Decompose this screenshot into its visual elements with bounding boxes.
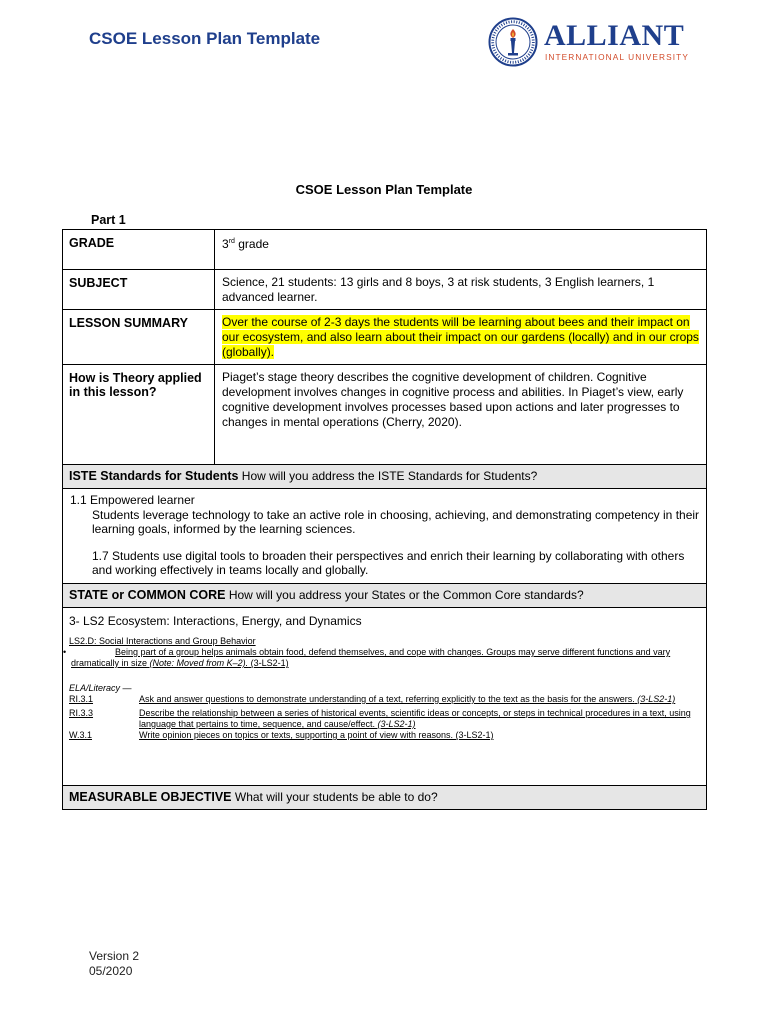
state-body (63, 607, 707, 785)
standard-text: Describe the relationship between a series of historical events, scientific ideas or concepts, or steps in technical procedures in a text, using language that pertains to time, sequence, and cause/effect. (139, 708, 691, 729)
grade-value (215, 230, 707, 270)
ls2-note: (Note: Moved from K–2). (149, 658, 249, 668)
logo-wordmark: ALLIANT (544, 19, 685, 52)
standard-code: RI.3.3 (69, 708, 94, 718)
header-title: CSOE Lesson Plan Template (89, 29, 321, 48)
standard-row (69, 694, 700, 705)
theory-label: How is Theory applied in this lesson? (63, 365, 215, 465)
footer-date: 05/2020 (89, 963, 133, 978)
standard-text: Ask and answer questions to demonstrate understanding of a text, referring explicitly to the text as the basis for the answers. (139, 694, 635, 704)
standard-text: Write opinion pieces on topics or texts, supporting a point of view with reasons. (139, 730, 453, 740)
grade-row (63, 230, 707, 270)
iste-item-text: Students leverage technology to take an active role in choosing, achieving, and demonstrating competency in their learning goals, informed by the learning sciences. (92, 507, 700, 536)
standard-ref: (3-LS2-1) (375, 719, 416, 729)
state-heading-bold: STATE or COMMON CORE (69, 587, 226, 602)
summary-label: LESSON SUMMARY (63, 310, 215, 365)
objective-heading-rest: What will your students be able to do? (231, 789, 438, 804)
theory-row (63, 365, 707, 465)
summary-value (215, 310, 707, 365)
ls2-bullet-item (63, 647, 700, 669)
state-heading-rest: How will you address your States or the Common Core standards? (225, 587, 584, 602)
alliant-logo (488, 17, 693, 73)
grade-rest: grade (234, 237, 269, 251)
summary-row (63, 310, 707, 365)
iste-item-title: 1.1 Empowered learner (70, 493, 195, 507)
footer-version: Version 2 (89, 949, 140, 963)
summary-highlight: Over the course of 2-3 days the students will be learning about bees and their impact on our ecosystem, and also learn about their impact on our gardens (locally) and in our crops (globally). (222, 315, 699, 359)
bullet-icon: • (63, 647, 67, 657)
subject-value: Science, 21 students: 13 girls and 8 boys, 3 at risk students, 3 English learners, 1 advanced learner. (215, 270, 707, 310)
objective-header-row (63, 785, 707, 809)
iste-header (63, 465, 707, 489)
state-body-row (63, 607, 707, 785)
subject-label: SUBJECT (63, 270, 215, 310)
iste-heading-rest: How will you address the ISTE Standards for Students? (238, 469, 538, 483)
subject-row (63, 270, 707, 310)
iste-heading-bold: ISTE Standards for Students (69, 469, 239, 483)
ls2-bullet-text: Being part of a group helps animals obtain food, defend themselves, and cope with changes. Groups may serve different functions and vary dramatically in size (71, 647, 671, 668)
standard-row (69, 730, 700, 741)
standard-row (69, 708, 700, 730)
part-label: Part 1 (91, 213, 126, 227)
objective-header (63, 785, 707, 809)
iste-item-2: 1.7 Students use digital tools to broaden their perspectives and enrich their learning by collaborating with others and working effectively in teams locally and globally. (92, 548, 685, 577)
standard-ref: (3-LS2-1) (453, 730, 494, 740)
standard-code: W.3.1 (69, 730, 93, 740)
document-title: CSOE Lesson Plan Template (295, 182, 473, 197)
state-header (63, 583, 707, 607)
logo-subtitle: INTERNATIONAL UNIVERSITY (545, 52, 689, 62)
ls2-code: (3-LS2-1) (248, 658, 289, 668)
university-seal-icon (488, 17, 538, 67)
footer (89, 949, 139, 978)
lesson-plan-table (62, 229, 707, 810)
state-header-row (63, 583, 707, 607)
grade-suffix: rd (228, 238, 235, 245)
grade-label: GRADE (63, 230, 215, 270)
standard-ref: (3-LS2-1) (634, 694, 676, 704)
iste-body (63, 489, 707, 584)
ela-heading (69, 683, 700, 694)
iste-body-row (63, 489, 707, 584)
ngss-title: 3- LS2 Ecosystem: Interactions, Energy, and Dynamics (69, 613, 362, 628)
ela-heading-text: ELA/Literacy — (69, 683, 132, 693)
objective-heading-bold: MEASURABLE OBJECTIVE (69, 789, 232, 804)
iste-header-row (63, 465, 707, 489)
standard-code: RI.3.1 (69, 694, 94, 704)
grade-number: 3 (222, 237, 229, 251)
ls2-heading: LS2.D: Social Interactions and Group Behavior (69, 636, 256, 646)
theory-value: Piaget’s stage theory describes the cognitive development of children. Cognitive development involves changes in cognitive process and abilities. In Piaget’s view, early cognitive development involves processes based upon actions and later progresses to changes in mental operations (Cherry, 2020). (215, 365, 707, 465)
